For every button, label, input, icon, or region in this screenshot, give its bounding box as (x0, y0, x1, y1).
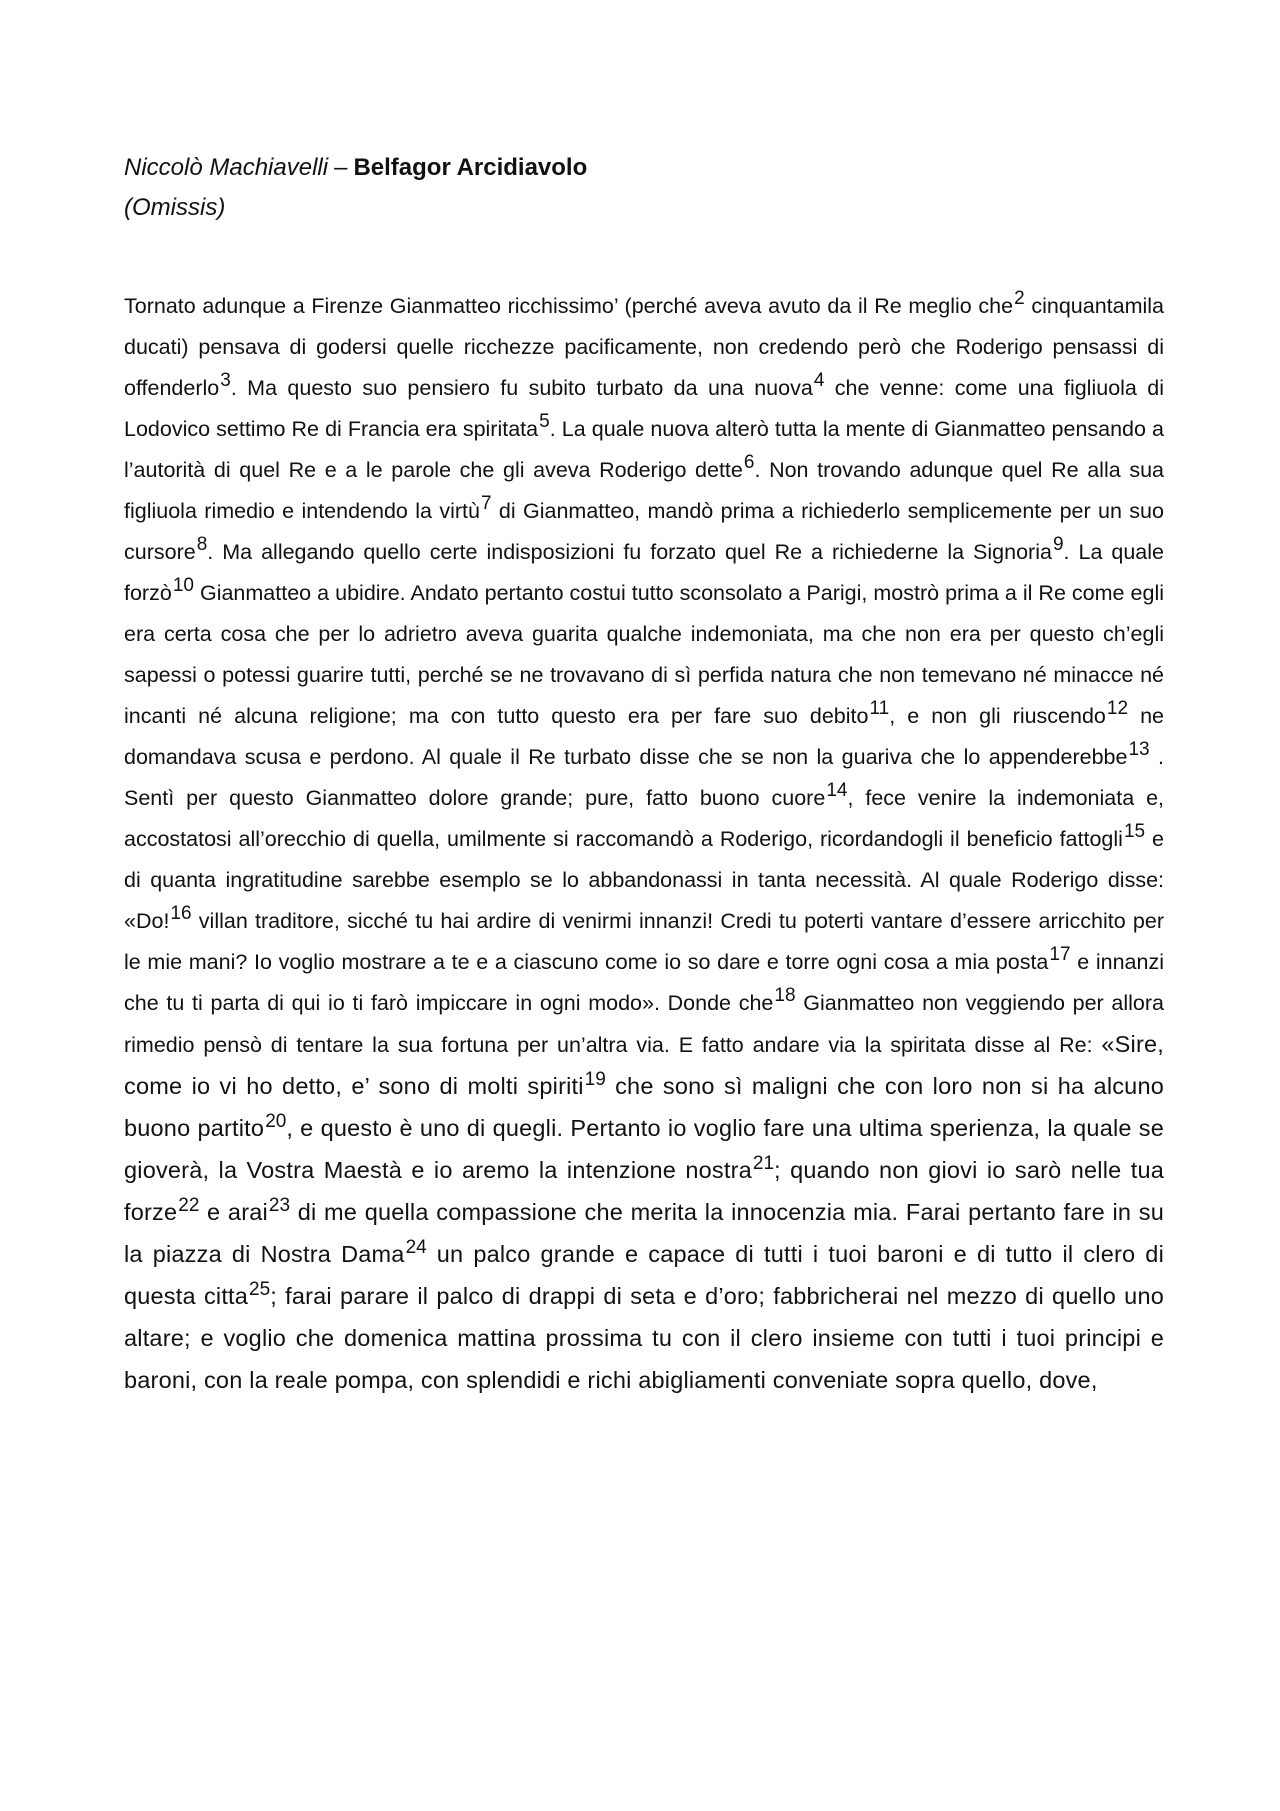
footnote-ref: 9 (1052, 533, 1064, 555)
text-run: . Ma allegando quello certe indisposizioni fu forzato quel Re a richiederne la Signoria (207, 540, 1052, 564)
text-run: . Sentì per questo Gianmatteo dolore grande; pure, fatto buono cuore (124, 745, 1164, 810)
text-run: , fece venire la indemoniata e, accostatosi all’orecchio di quella, umilmente si raccomandò a Roderigo, ricordandogli il beneficio fattogli (124, 786, 1165, 851)
text-run: Tornato adunque a Firenze Gianmatteo ricchissimo’ (perché aveva avuto da il Re meglio che (124, 294, 1014, 318)
text-run: , e non gli riuscendo (889, 704, 1106, 728)
text-run: di Gianmatteo, mandò prima a richiederlo semplicemente per un suo cursore (124, 499, 1164, 564)
text-run: e arai (199, 1199, 268, 1225)
footnote-ref: 12 (1106, 697, 1129, 719)
text-run: che venne: come una figliuola di Lodovico settimo Re di Francia era spiritata (124, 376, 1164, 441)
text-run: ; farai parare il palco di drappi di seta e d’oro; fabbricherai nel mezzo di quello uno altare; e voglio che domenica mattina prossima tu con il clero insieme con tutti i tuoi principi e baroni, con la reale pompa, con splendidi e richi abigliamenti conveniate sopra quello, dove, (124, 1283, 1164, 1393)
text-run: . La quale forzò (124, 540, 1164, 605)
text-run: Gianmatteo non veggiendo per allora rimedio pensò di tentare la sua fortuna per un’altra via. E fatto andare via la spiritata disse al Re: (124, 991, 1164, 1057)
text-run: villan traditore, sicché tu hai ardire di venirmi innanzi! Credi tu poterti vantare d’essere arricchito per le mie mani? Io voglio mostrare a te e a ciascuno come io so dare e torre ogni cosa a mia posta (124, 909, 1164, 974)
footnote-ref: 5 (539, 410, 550, 432)
text-run: che sono sì maligni che con loro non si ha alcuno buono partito (124, 1073, 1164, 1141)
footnote-ref: 4 (813, 369, 825, 391)
omissis-note: (Omissis) (124, 194, 226, 221)
footnote-ref: 21 (752, 1152, 775, 1174)
author-name: Niccolò Machiavelli (124, 154, 329, 181)
text-run: . Non trovando adunque quel Re alla sua figliuola rimedio e intendendo la virtù (124, 458, 1164, 523)
text-run: «Sire, come io vi ho detto, e’ sono di molti spiriti (124, 1031, 1164, 1099)
text-run: di me quella compassione che merita la innocenzia mia. Farai pertanto fare in su la piazza di Nostra Dama (124, 1199, 1165, 1267)
text-run: e di quanta ingratitudine sarebbe esemplo se lo abbandonassi in tanta necessità. Al quale Roderigo disse: «Do! (124, 827, 1164, 933)
footnote-ref: 6 (743, 451, 755, 473)
footnote-ref: 23 (268, 1194, 291, 1216)
document-header (124, 148, 1164, 188)
footnote-ref: 2 (1014, 287, 1025, 309)
footnote-ref: 11 (869, 697, 890, 719)
title-separator: – (334, 154, 348, 181)
text-run: Gianmatteo a ubidire. Andato pertanto costui tutto sconsolato a Parigi, mostrò prima a il Re come egli era certa cosa che per lo adrietro aveva guarita qualche indemoniata, ma che non era per questo ch’egli sapessi o potessi guarire tutti, perché se ne trovavano di sì perfida natura che non temevano né minacce né incanti né alcuna religione; ma con tutto questo era per fare suo debito (124, 581, 1164, 728)
footnote-ref: 10 (172, 574, 194, 596)
footnote-ref: 17 (1049, 943, 1071, 965)
footnote-ref: 3 (220, 369, 231, 391)
text-run: , e questo è uno di quegli. Pertanto io voglio fare una ultima sperienza, la quale se gioverà, la Vostra Maestà e io aremo la intenzione nostra (124, 1115, 1164, 1183)
footnote-ref: 14 (826, 779, 848, 801)
text-run: cinquantamila ducati) pensava di godersi quelle ricchezze pacificamente, non credendo però che Roderigo pensassi di offenderlo (124, 294, 1165, 400)
footnote-ref: 8 (196, 533, 208, 555)
footnote-ref: 16 (170, 902, 192, 924)
work-title: Belfagor Arcidiavolo (353, 154, 588, 181)
text-run: ne domandava scusa e perdono. Al quale il Re turbato disse che se non la guariva che lo appenderebbe (124, 704, 1164, 769)
footnote-ref: 7 (480, 492, 492, 514)
footnote-ref: 20 (265, 1110, 287, 1132)
footnote-ref: 13 (1128, 738, 1150, 760)
footnote-ref: 18 (774, 984, 796, 1006)
footnote-ref: 24 (405, 1236, 427, 1258)
text-run: ; quando non giovi io sarò nelle tua forze (124, 1157, 1164, 1225)
footnote-ref: 25 (249, 1278, 271, 1300)
text-run: . Ma questo suo pensiero fu subito turbato da una nuova (230, 376, 813, 400)
body-paragraph (124, 286, 1164, 1402)
text-run: e innanzi che tu ti parta di qui io ti farò impiccare in ogni modo». Donde che (124, 950, 1164, 1015)
document-page (124, 148, 1164, 1424)
footnote-ref: 22 (178, 1194, 200, 1216)
text-run: un palco grande e capace di tutti i tuoi baroni e di tutto il clero di questa citta (124, 1241, 1164, 1309)
footnote-ref: 15 (1123, 820, 1146, 842)
text-run: . La quale nuova alterò tutta la mente di Gianmatteo pensando a l’autorità di quel Re e a le parole che gli aveva Roderigo dette (124, 417, 1165, 482)
footnote-ref: 19 (584, 1068, 606, 1090)
